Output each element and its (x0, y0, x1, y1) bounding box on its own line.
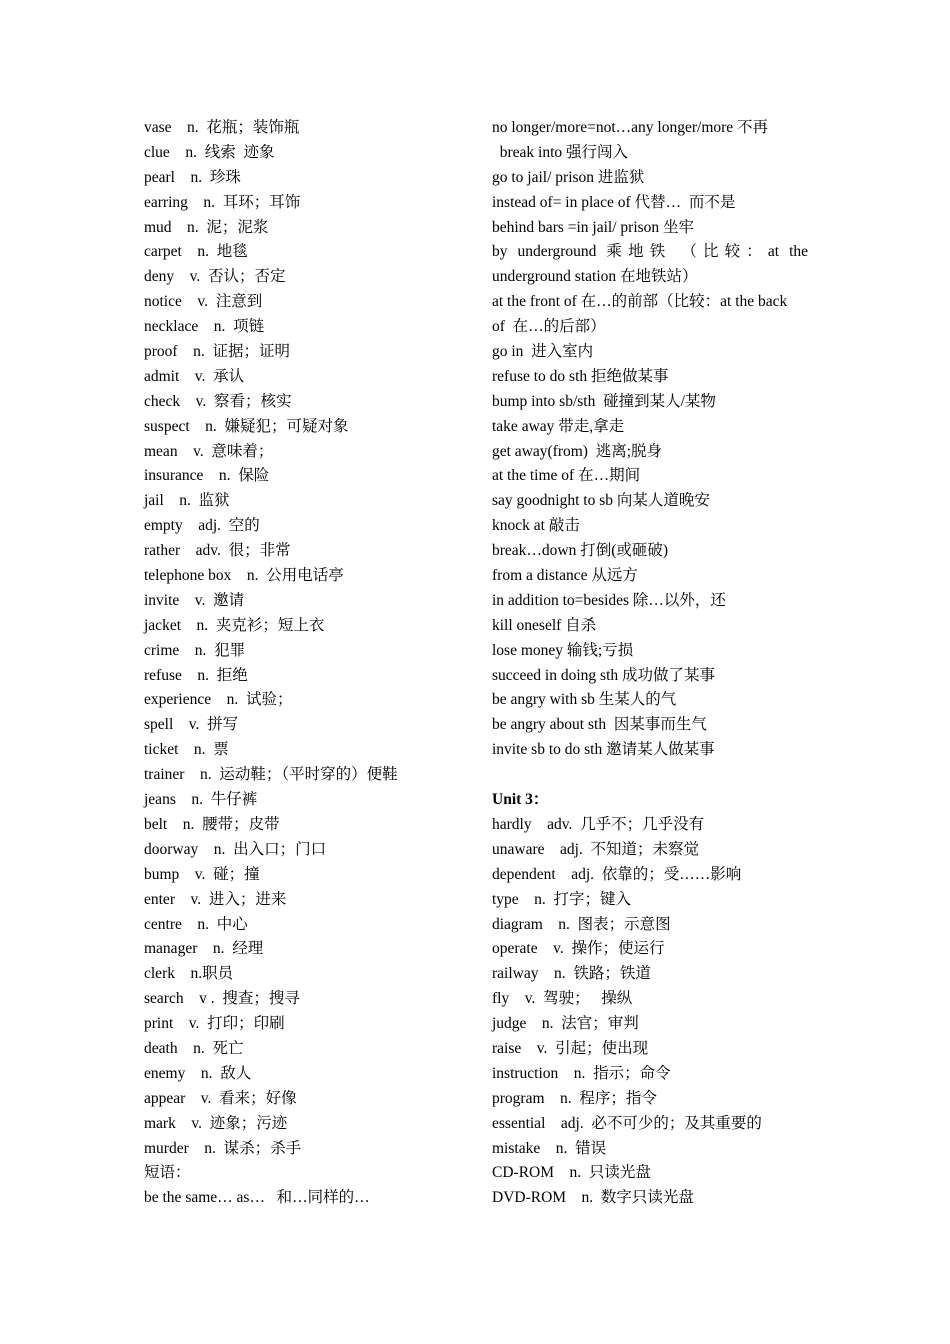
vocab-line: doorway n. 出入口；门口 (144, 840, 327, 858)
phrase-line: raise v. 引起；使出现 (492, 1039, 649, 1057)
phrase-line: underground station 在地铁站） (492, 268, 698, 286)
phrase-line: break into 强行闯入 (492, 143, 629, 161)
vocab-line: crime n. 犯罪 (144, 641, 246, 659)
phrase-line: hardly adv. 几乎不；几乎没有 (492, 815, 705, 833)
vocab-line: mean v. 意味着； (144, 442, 274, 460)
phrase-line: say goodnight to sb 向某人道晚安 (492, 492, 710, 510)
phrase-line: at the time of 在…期间 (492, 467, 641, 485)
vocab-line: telephone box n. 公用电话亭 (144, 567, 344, 585)
vocab-line: invite v. 邀请 (144, 591, 245, 609)
vocab-line: vase n. 花瓶；装饰瓶 (144, 119, 300, 136)
phrase-line: dependent adj. 依靠的；受……影响 (492, 865, 742, 883)
phrase-line: kill oneself 自杀 (492, 616, 597, 634)
vocab-line: enemy n. 敌人 (144, 1064, 252, 1082)
vocab-line: proof n. 证据；证明 (144, 343, 290, 361)
phrase-line: break…down 打倒(或砸破) (492, 542, 669, 560)
phrase-line: railway n. 铁路；铁道 (492, 965, 651, 983)
vocab-line: clerk n.职员 (144, 965, 234, 983)
vocab-line: earring n. 耳环；耳饰 (144, 193, 301, 211)
phrase-line: CD-ROM n. 只读光盘 (492, 1164, 651, 1182)
vocab-line: mud n. 泥；泥浆 (144, 218, 269, 236)
vocab-line: experience n. 试验； (144, 691, 293, 709)
phrase-line: lose money 输钱;亏损 (492, 641, 634, 659)
phrase-line: fly v. 驾驶； 操纵 (492, 990, 633, 1008)
phrase-line: knock at 敲击 (492, 517, 580, 535)
unit-heading: Unit 3： (492, 791, 549, 809)
vocab-line: search v . 搜查；搜寻 (144, 990, 300, 1008)
phrase-line: instead of= in place of 代替… 而不是 (492, 193, 736, 211)
vocab-line: 短语： (144, 1164, 191, 1182)
phrase-line: essential adj. 必不可少的；及其重要的 (492, 1114, 762, 1132)
phrase-line: go to jail/ prison 进监狱 (492, 168, 645, 186)
vocab-line: print v. 打印；印刷 (144, 1015, 285, 1033)
phrase-line: invite sb to do sth 邀请某人做某事 (492, 741, 715, 759)
vocab-line: admit v. 承认 (144, 367, 245, 385)
vocab-line: refuse n. 拒绝 (144, 666, 248, 684)
phrase-line: bump into sb/sth 碰撞到某人/某物 (492, 392, 716, 410)
vocab-line: empty adj. 空的 (144, 517, 260, 535)
vocab-line: jacket n. 夹克衫；短上衣 (144, 616, 325, 634)
vocab-line: rather adv. 很；非常 (144, 542, 291, 560)
vocab-line: notice v. 注意到 (144, 293, 263, 311)
phrase-line: go in 进入室内 (492, 343, 594, 361)
phrase-line: mistake n. 错误 (492, 1139, 607, 1157)
phrase-line: judge n. 法官；审判 (492, 1015, 639, 1033)
vocab-line: jail n. 监狱 (144, 492, 230, 510)
phrase-line: of 在…的后部） (492, 318, 606, 336)
vocab-line: necklace n. 项链 (144, 318, 265, 336)
phrase-line: instruction n. 指示；命令 (492, 1064, 671, 1082)
phrase-line: succeed in doing sth 成功做了某事 (492, 666, 716, 684)
vocab-line: spell v. 拼写 (144, 716, 239, 734)
vocab-line: suspect n. 嫌疑犯；可疑对象 (144, 417, 349, 435)
vocab-line: belt n. 腰带；皮带 (144, 815, 280, 833)
phrase-line: refuse to do sth 拒绝做某事 (492, 367, 669, 385)
phrase-line: be angry with sb 生某人的气 (492, 691, 677, 709)
vocab-line: check v. 察看；核实 (144, 392, 292, 410)
phrase-line: take away 带走,拿走 (492, 417, 625, 435)
phrase-line: from a distance 从远方 (492, 567, 638, 585)
vocab-line: trainer n. 运动鞋；（平时穿的）便鞋 (144, 766, 398, 784)
phrase-line: be angry about sth 因某事而生气 (492, 716, 707, 734)
left-column (144, 116, 464, 1211)
vocab-line: bump v. 碰；撞 (144, 865, 260, 883)
phrase-line (492, 763, 808, 788)
phrase-line: unaware adj. 不知道；未察觉 (492, 840, 700, 858)
vocab-line: death n. 死亡 (144, 1039, 244, 1057)
vocab-line: insurance n. 保险 (144, 467, 270, 485)
phrase-line: behind bars =in jail/ prison 坐牢 (492, 218, 695, 236)
vocab-line: deny v. 否认；否定 (144, 268, 286, 286)
vocab-line: clue n. 线索 迹象 (144, 143, 275, 161)
phrase-line: by underground 乘地铁 （比较：at the (492, 243, 808, 261)
vocab-line: be the same… as… 和…同样的… (144, 1189, 370, 1207)
vocab-line: centre n. 中心 (144, 915, 248, 933)
vocab-line: manager n. 经理 (144, 940, 264, 958)
phrase-line: no longer/more=not…any longer/more 不再 (492, 119, 769, 136)
phrase-line: get away(from) 逃离;脱身 (492, 442, 663, 460)
phrase-line: diagram n. 图表；示意图 (492, 915, 671, 933)
phrase-line: in addition to=besides 除…以外，还 (492, 591, 726, 609)
phrase-line: at the front of 在…的前部（比较：at the back (492, 293, 788, 311)
vocab-line: carpet n. 地毯 (144, 243, 248, 261)
phrase-line: program n. 程序；指令 (492, 1089, 657, 1107)
right-column (492, 116, 808, 1211)
phrase-line: operate v. 操作；使运行 (492, 940, 665, 958)
vocab-line: enter v. 进入；进来 (144, 890, 287, 908)
phrase-line: type n. 打字；键入 (492, 890, 632, 908)
vocab-line: appear v. 看来；好像 (144, 1089, 297, 1107)
vocab-line: pearl n. 珍珠 (144, 168, 241, 186)
vocab-line: jeans n. 牛仔裤 (144, 791, 258, 809)
vocab-line: mark v. 迹象；污迹 (144, 1114, 288, 1132)
phrase-line: DVD-ROM n. 数字只读光盘 (492, 1189, 694, 1207)
vocab-line: murder n. 谋杀；杀手 (144, 1139, 302, 1157)
vocab-line: ticket n. 票 (144, 741, 229, 759)
